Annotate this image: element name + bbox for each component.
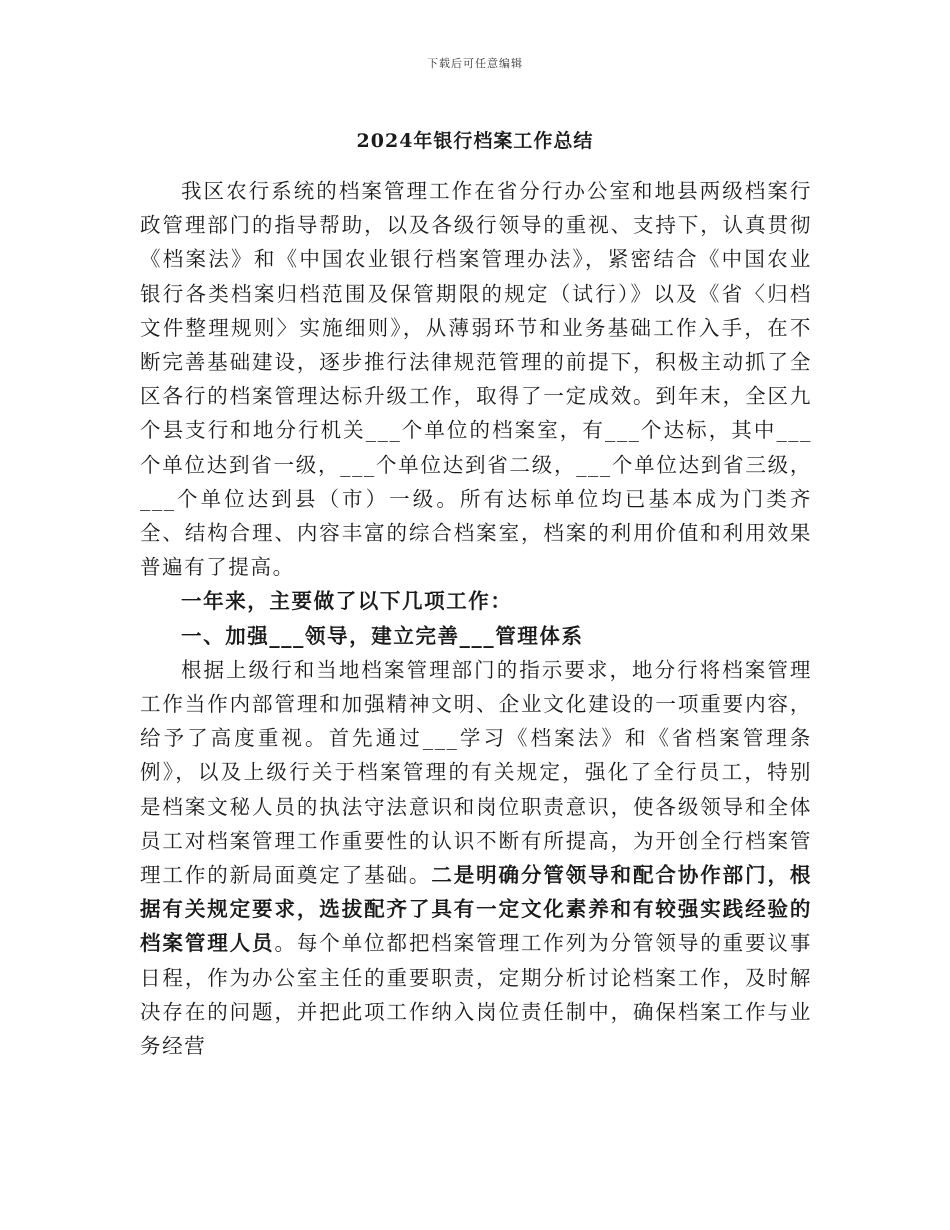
document-body [140, 174, 812, 1063]
paragraph-section-1-part2: 。每个单位都把档案管理工作列为分管领导的重要议事日程，作为办公室主任的重要职责，定期分析讨论档案工作，及时解决存在的问题，并把此项工作纳入岗位责任制中，确保档案工作与业务经营 [140, 931, 812, 1059]
paragraph-section-1-bold: 二是明确分管领导和配合协作部门，根据有关规定要求，选拔配齐了具有一定文化素养和有较强实践经验的档案管理人员 [140, 863, 812, 956]
paragraph-section-1-part1: 根据上级行和当地档案管理部门的指示要求，地分行将档案管理工作当作内部管理和加强精神文明、企业文化建设的一项重要内容，给予了高度重视。首先通过___学习《档案法》和《省档案管理条例》，以及上级行关于档案管理的有关规定，强化了全行员工，特别是档案文秘人员的执法守法意识和岗位职责意识，使各级领导和全体员工对档案管理工作重要性的认识不断有所提高，为开创全行档案管理工作的新局面奠定了基础。 [140, 657, 812, 888]
header-note: 下载后可任意编辑 [427, 57, 523, 70]
paragraph-section-1 [140, 653, 812, 1063]
section-heading-1: 一、加强___领导，建立完善___管理体系 [181, 623, 584, 648]
paragraph-summary-lead: 一年来，主要做了以下几项工作： [181, 589, 513, 614]
paragraph-intro: 我区农行系统的档案管理工作在省分行办公室和地县两级档案行政管理部门的指导帮助，以及各级行领导的重视、支持下，认真贯彻《档案法》和《中国农业银行档案管理办法》，紧密结合《中国农业银行各类档案归档范围及保管期限的规定（试行）》以及《省〈归档文件整理规则〉实施细则》，从薄弱环节和业务基础工作入手，在不断完善基础建设，逐步推行法律规范管理的前提下，积极主动抓了全区各行的档案管理达标升级工作，取得了一定成效。到年末，全区九个县支行和地分行机关___个单位的档案室，有___个达标，其中___个单位达到省一级，___个单位达到省二级，___个单位达到省三级，___个单位达到县（市）一级。所有达标单位均已基本成为门类齐全、结构合理、内容丰富的综合档案室，档案的利用价值和利用效果普遍有了提高。 [140, 179, 812, 580]
document-title: 2024年银行档案工作总结 [356, 130, 594, 152]
